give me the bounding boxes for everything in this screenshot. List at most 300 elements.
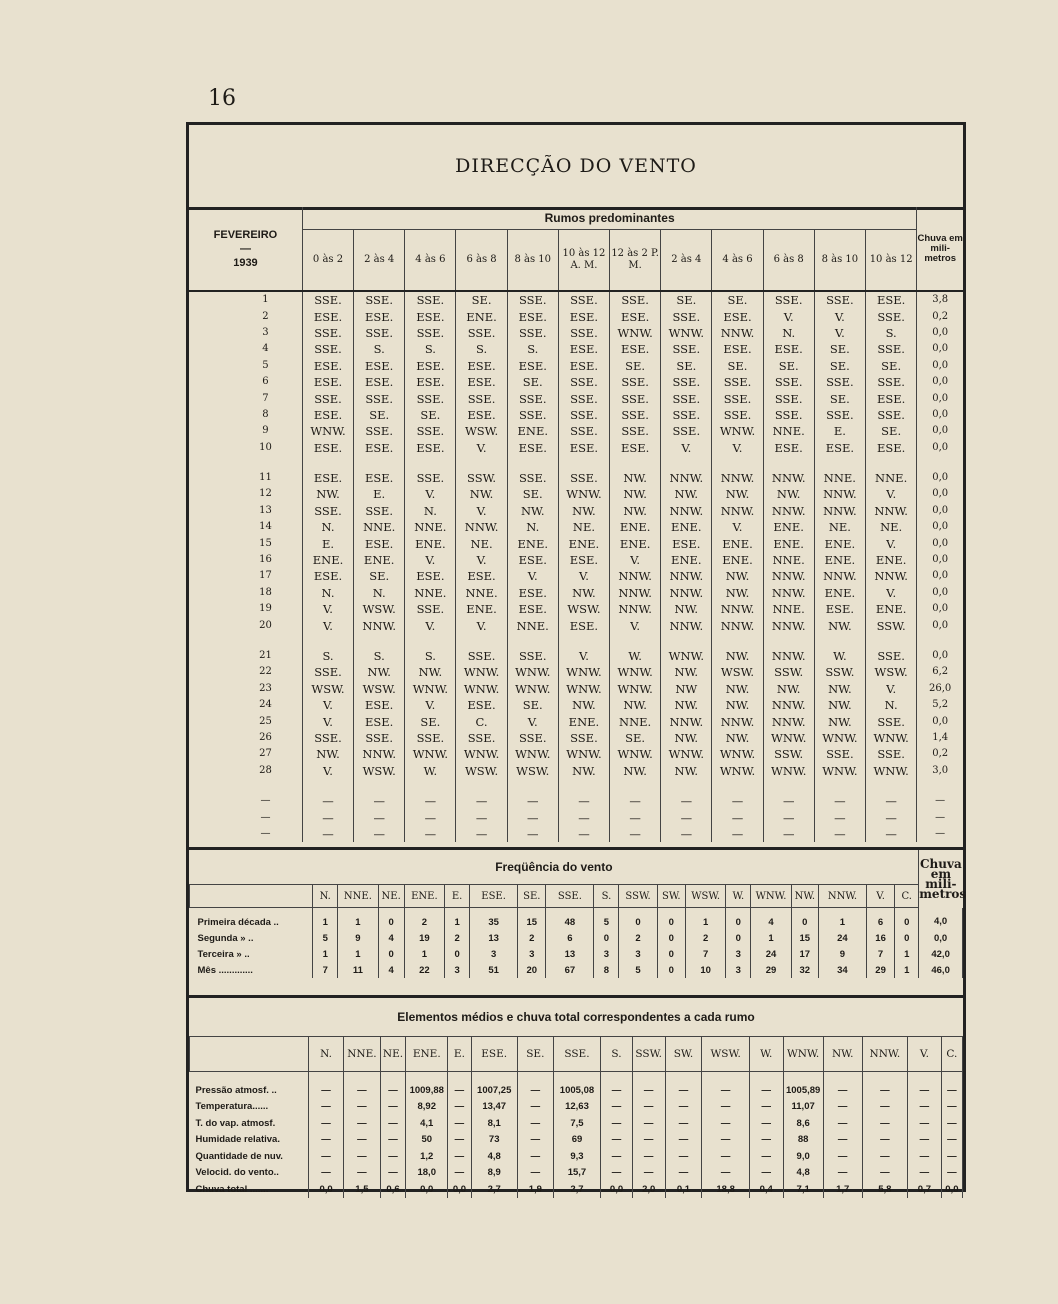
direction-cell: ENE. xyxy=(456,308,507,324)
day-cell: — xyxy=(189,809,302,825)
direction-cell: SSE. xyxy=(302,325,353,341)
direction-cell: WNW. xyxy=(712,763,763,779)
frequency-cell: 1 xyxy=(313,946,338,962)
direction-cell: WSW. xyxy=(456,423,507,439)
direction-cell: NW. xyxy=(661,697,712,713)
direction-cell: WNW. xyxy=(558,681,609,697)
day-cell: 23 xyxy=(189,681,302,697)
day-cell: 11 xyxy=(189,470,302,486)
direction-cell: SSE. xyxy=(661,374,712,390)
direction-cell: ESE. xyxy=(558,440,609,456)
direction-cell: ESE. xyxy=(610,308,661,324)
element-cell: — xyxy=(749,1165,783,1182)
frequency-cell: 1 xyxy=(895,946,919,962)
frequency-cell: 0 xyxy=(594,930,619,946)
direction-cell: SSE. xyxy=(507,648,558,664)
direction-cell: V. xyxy=(865,681,916,697)
direction-cell: NNW. xyxy=(763,697,814,713)
element-cell: — xyxy=(517,1115,553,1132)
element-cell: — xyxy=(823,1132,862,1149)
element-cell: — xyxy=(862,1148,907,1165)
direction-cell: ESE. xyxy=(610,341,661,357)
direction-cell: ESE. xyxy=(507,308,558,324)
direction-cell: SSE. xyxy=(405,470,456,486)
rumos-header: Rumos predominantes xyxy=(544,211,675,225)
element-cell: — xyxy=(823,1072,862,1099)
element-cell: — xyxy=(632,1072,665,1099)
direction-cell: NE. xyxy=(814,519,865,535)
direction-cell: NW. xyxy=(712,697,763,713)
direction-cell: NW. xyxy=(405,664,456,680)
direction-cell: ESE. xyxy=(456,697,507,713)
direction-cell: N. xyxy=(865,697,916,713)
element-cell: — xyxy=(908,1132,942,1149)
direction-cell: SSE. xyxy=(865,308,916,324)
direction-cell: S. xyxy=(302,648,353,664)
rain-cell: 0,0 xyxy=(932,441,949,453)
direction-cell: — xyxy=(302,826,353,842)
element-cell: — xyxy=(517,1165,553,1182)
frequency-cell: 2 xyxy=(685,930,725,946)
direction-cell: — xyxy=(763,809,814,825)
element-cell: 1005,08 xyxy=(553,1072,600,1099)
month-label: FEVEREIRO xyxy=(213,228,278,241)
direction-cell: V. xyxy=(302,697,353,713)
direction-cell: — xyxy=(661,826,712,842)
direction-cell: — xyxy=(354,793,405,809)
rain-cell: 0,0 xyxy=(932,425,949,437)
direction-cell: ESE. xyxy=(302,440,353,456)
direction-cell: NNW. xyxy=(814,486,865,502)
rain-cell: 0,2 xyxy=(932,310,949,322)
direction-header: SSW. xyxy=(632,1037,665,1072)
direction-cell: NNW. xyxy=(661,617,712,633)
direction-header: ENE. xyxy=(406,1037,448,1072)
direction-cell: SE. xyxy=(507,486,558,502)
direction-cell: SSE. xyxy=(865,713,916,729)
element-cell: — xyxy=(665,1099,702,1116)
direction-cell: NE. xyxy=(865,519,916,535)
direction-cell: SSE. xyxy=(456,648,507,664)
element-cell: — xyxy=(601,1115,633,1132)
element-cell: — xyxy=(702,1148,749,1165)
direction-cell: SSE. xyxy=(558,325,609,341)
direction-cell: WSW. xyxy=(354,763,405,779)
row-label: T. do vap. atmosf. xyxy=(190,1115,309,1132)
element-cell: — xyxy=(749,1099,783,1116)
direction-cell: NNW. xyxy=(712,325,763,341)
element-cell: — xyxy=(823,1148,862,1165)
frequency-cell: 6 xyxy=(546,930,594,946)
frequency-cell: 24 xyxy=(751,946,791,962)
direction-cell: NE. xyxy=(558,519,609,535)
direction-cell: NW. xyxy=(661,601,712,617)
element-cell: — xyxy=(309,1115,344,1132)
element-cell: — xyxy=(309,1099,344,1116)
direction-header: N. xyxy=(309,1037,344,1072)
table-row xyxy=(189,535,963,551)
element-cell: — xyxy=(448,1072,471,1099)
table-row xyxy=(189,390,963,406)
table-row xyxy=(189,809,963,825)
element-cell: 69 xyxy=(553,1132,600,1149)
period-header: 4 às 6 xyxy=(712,230,763,292)
direction-cell: E. xyxy=(814,423,865,439)
direction-cell: WNW. xyxy=(712,423,763,439)
element-cell: — xyxy=(380,1115,405,1132)
direction-cell: NNW. xyxy=(661,503,712,519)
frequency-cell: 15 xyxy=(518,908,546,931)
element-cell: — xyxy=(702,1099,749,1116)
element-cell: — xyxy=(517,1132,553,1149)
element-cell: 5,8 xyxy=(862,1181,907,1198)
direction-cell: V. xyxy=(456,440,507,456)
direction-cell: SSE. xyxy=(302,390,353,406)
direction-cell: ESE. xyxy=(865,390,916,406)
element-cell: 0,6 xyxy=(380,1181,405,1198)
element-cell: — xyxy=(702,1132,749,1149)
direction-cell: NNE. xyxy=(354,519,405,535)
direction-cell: WNW. xyxy=(610,681,661,697)
direction-cell: SSE. xyxy=(507,407,558,423)
table-row xyxy=(189,503,963,519)
direction-cell: V. xyxy=(507,568,558,584)
direction-cell: — xyxy=(865,826,916,842)
day-cell: 18 xyxy=(189,585,302,601)
direction-cell: S. xyxy=(354,648,405,664)
direction-header: C. xyxy=(895,885,919,908)
direction-cell: NW. xyxy=(763,681,814,697)
direction-header: SE. xyxy=(518,885,546,908)
direction-cell: NW. xyxy=(558,697,609,713)
frequency-cell: 5 xyxy=(594,908,619,931)
direction-cell: SSE. xyxy=(661,341,712,357)
direction-cell: SSE. xyxy=(456,390,507,406)
direction-cell: ENE. xyxy=(558,535,609,551)
direction-cell: ESE. xyxy=(558,341,609,357)
year-label: 1939 xyxy=(233,256,258,269)
direction-cell: SSE. xyxy=(405,601,456,617)
direction-cell: SSE. xyxy=(456,325,507,341)
element-cell: — xyxy=(632,1115,665,1132)
element-cell: 0,0 xyxy=(601,1181,633,1198)
spacer-row xyxy=(189,634,963,648)
direction-header: SE. xyxy=(517,1037,553,1072)
direction-cell: ENE. xyxy=(610,535,661,551)
table-row xyxy=(189,552,963,568)
table-row xyxy=(189,407,963,423)
day-cell: 1 xyxy=(189,291,302,308)
direction-cell: SSE. xyxy=(507,291,558,308)
frequency-cell: 8 xyxy=(594,962,619,978)
direction-cell: ENE. xyxy=(302,552,353,568)
frequency-cell: 48 xyxy=(546,908,594,931)
direction-cell: ESE. xyxy=(763,341,814,357)
direction-cell: SSE. xyxy=(712,407,763,423)
direction-cell: W. xyxy=(610,648,661,664)
rain-cell: — xyxy=(935,811,946,823)
direction-cell: — xyxy=(456,793,507,809)
day-cell: 27 xyxy=(189,746,302,762)
direction-cell: S. xyxy=(405,341,456,357)
direction-cell: ESE. xyxy=(865,291,916,308)
direction-cell: ENE. xyxy=(507,423,558,439)
rain-cell: 0,0 xyxy=(932,472,949,484)
direction-cell: SE. xyxy=(507,374,558,390)
frequency-cell: 4 xyxy=(378,962,404,978)
table-row xyxy=(189,325,963,341)
direction-cell: V. xyxy=(456,617,507,633)
direction-cell: V. xyxy=(302,763,353,779)
direction-cell: ESE. xyxy=(610,440,661,456)
element-cell: — xyxy=(380,1072,405,1099)
direction-cell: NW. xyxy=(661,486,712,502)
direction-header: E. xyxy=(448,1037,471,1072)
direction-cell: SE. xyxy=(865,358,916,374)
direction-cell: NNW. xyxy=(763,470,814,486)
direction-cell: ESE. xyxy=(354,470,405,486)
direction-cell: SSE. xyxy=(507,390,558,406)
direction-cell: SE. xyxy=(507,697,558,713)
element-cell: — xyxy=(517,1148,553,1165)
elements-caption: Elementos médios e chuva total correspondentes a cada rumo xyxy=(397,1010,755,1024)
direction-header: NNW. xyxy=(862,1037,907,1072)
direction-cell: V. xyxy=(456,552,507,568)
element-cell: 88 xyxy=(783,1132,823,1149)
direction-cell: SE. xyxy=(405,407,456,423)
period-header: 4 às 6 xyxy=(405,230,456,292)
element-cell: 7,1 xyxy=(783,1181,823,1198)
direction-cell: V. xyxy=(405,552,456,568)
day-cell: 2 xyxy=(189,308,302,324)
direction-cell: WNW. xyxy=(610,664,661,680)
day-cell: 22 xyxy=(189,664,302,680)
direction-cell: ESE. xyxy=(661,535,712,551)
direction-cell: NNE. xyxy=(456,585,507,601)
direction-cell: WNW. xyxy=(865,763,916,779)
rain-cell: 0,0 xyxy=(932,619,949,631)
direction-cell: ESE. xyxy=(558,552,609,568)
day-cell: 14 xyxy=(189,519,302,535)
direction-header: V. xyxy=(908,1037,942,1072)
direction-cell: SE. xyxy=(610,730,661,746)
elements-section xyxy=(189,995,963,1198)
direction-cell: SSE. xyxy=(865,746,916,762)
direction-cell: SE. xyxy=(354,568,405,584)
direction-cell: — xyxy=(610,826,661,842)
table-row xyxy=(189,601,963,617)
table-row xyxy=(189,440,963,456)
direction-cell: ESE. xyxy=(507,358,558,374)
direction-cell: V. xyxy=(558,568,609,584)
element-cell: — xyxy=(749,1132,783,1149)
spacer-row xyxy=(189,779,963,793)
frequency-cell: 0 xyxy=(726,930,751,946)
direction-cell: — xyxy=(456,826,507,842)
table-row xyxy=(189,697,963,713)
element-cell: — xyxy=(908,1099,942,1116)
direction-cell: SSE. xyxy=(661,308,712,324)
element-cell: — xyxy=(862,1165,907,1182)
direction-cell: SSE. xyxy=(865,374,916,390)
direction-cell: NNW. xyxy=(456,519,507,535)
direction-cell: V. xyxy=(661,440,712,456)
direction-cell: SSE. xyxy=(558,374,609,390)
direction-header: NE. xyxy=(378,885,404,908)
frequency-cell: 3 xyxy=(726,946,751,962)
direction-cell: NNW. xyxy=(712,601,763,617)
direction-cell: ESE. xyxy=(456,358,507,374)
direction-cell: ENE. xyxy=(712,535,763,551)
element-cell: — xyxy=(702,1165,749,1182)
rain-cell: 0,0 xyxy=(919,930,963,946)
direction-cell: ESE. xyxy=(405,568,456,584)
element-cell: 0,7 xyxy=(908,1181,942,1198)
frequency-cell: 32 xyxy=(791,962,818,978)
table-row xyxy=(189,470,963,486)
direction-cell: NNE. xyxy=(814,470,865,486)
table-row xyxy=(189,585,963,601)
direction-cell: NW. xyxy=(558,503,609,519)
day-cell: 17 xyxy=(189,568,302,584)
direction-cell: WSW. xyxy=(302,681,353,697)
direction-cell: ESE. xyxy=(302,374,353,390)
element-cell: — xyxy=(665,1165,702,1182)
row-label: Primeira década .. xyxy=(190,908,313,931)
rain-cell: 0,0 xyxy=(932,521,949,533)
direction-header: NW. xyxy=(823,1037,862,1072)
direction-cell: N. xyxy=(507,519,558,535)
direction-cell: ESE. xyxy=(354,440,405,456)
frequency-cell: 0 xyxy=(895,930,919,946)
rain-cell: 26,0 xyxy=(929,682,952,694)
day-cell: 6 xyxy=(189,374,302,390)
direction-header: SW. xyxy=(665,1037,702,1072)
direction-cell: NNE. xyxy=(405,519,456,535)
element-cell: — xyxy=(665,1115,702,1132)
element-cell: 73 xyxy=(471,1132,517,1149)
direction-cell: ESE. xyxy=(354,697,405,713)
element-cell: — xyxy=(448,1132,471,1149)
direction-cell: NNW. xyxy=(763,713,814,729)
direction-cell: NW. xyxy=(712,648,763,664)
table-row xyxy=(190,1099,963,1116)
direction-cell: ESE. xyxy=(814,601,865,617)
direction-cell: NNW. xyxy=(865,503,916,519)
direction-cell: SSW. xyxy=(456,470,507,486)
element-cell: — xyxy=(941,1072,962,1099)
direction-header: NNE. xyxy=(338,885,378,908)
direction-cell: SE. xyxy=(456,291,507,308)
direction-cell: WNW. xyxy=(661,746,712,762)
element-cell: 8,92 xyxy=(406,1099,448,1116)
element-cell: — xyxy=(601,1148,633,1165)
element-cell: 11,07 xyxy=(783,1099,823,1116)
direction-cell: NNW. xyxy=(354,617,405,633)
table-row xyxy=(190,1148,963,1165)
direction-cell: SE. xyxy=(661,291,712,308)
element-cell: — xyxy=(941,1115,962,1132)
direction-cell: SSE. xyxy=(507,730,558,746)
element-cell: — xyxy=(601,1072,633,1099)
element-cell: — xyxy=(632,1099,665,1116)
direction-cell: N. xyxy=(763,325,814,341)
direction-cell: ESE. xyxy=(302,407,353,423)
element-cell: — xyxy=(665,1148,702,1165)
frequency-cell: 9 xyxy=(338,930,378,946)
direction-cell: V. xyxy=(865,486,916,502)
element-cell: 8,9 xyxy=(471,1165,517,1182)
element-cell: 9,3 xyxy=(553,1148,600,1165)
period-header: 2 às 4 xyxy=(354,230,405,292)
direction-cell: SSE. xyxy=(558,390,609,406)
direction-cell: — xyxy=(865,793,916,809)
frequency-cell: 9 xyxy=(818,946,866,962)
direction-cell: ESE. xyxy=(456,374,507,390)
blank-header xyxy=(190,885,313,908)
rain-cell: 42,0 xyxy=(919,946,963,962)
direction-cell: ESE. xyxy=(814,440,865,456)
rain-cell: 46,0 xyxy=(919,962,963,978)
direction-cell: SSE. xyxy=(354,503,405,519)
direction-cell: ESE. xyxy=(507,601,558,617)
element-cell: — xyxy=(448,1099,471,1116)
direction-cell: NNW. xyxy=(763,617,814,633)
direction-cell: SSE. xyxy=(763,374,814,390)
direction-header: SW. xyxy=(657,885,685,908)
direction-cell: SSE. xyxy=(405,325,456,341)
frequency-cell: 2 xyxy=(619,930,657,946)
element-cell: — xyxy=(601,1132,633,1149)
table-row xyxy=(189,374,963,390)
frequency-cell: 2 xyxy=(404,908,444,931)
element-cell: — xyxy=(749,1115,783,1132)
direction-cell: WNW. xyxy=(558,746,609,762)
frequency-cell: 3 xyxy=(619,946,657,962)
element-cell: — xyxy=(941,1132,962,1149)
direction-cell: S. xyxy=(405,648,456,664)
element-cell: 0,4 xyxy=(749,1181,783,1198)
day-cell: 12 xyxy=(189,486,302,502)
direction-cell: SSE. xyxy=(814,374,865,390)
direction-cell: — xyxy=(610,809,661,825)
frequency-cell: 7 xyxy=(685,946,725,962)
direction-cell: NNE. xyxy=(865,470,916,486)
direction-cell: NNW. xyxy=(661,470,712,486)
element-cell: — xyxy=(823,1115,862,1132)
direction-cell: WNW. xyxy=(610,325,661,341)
direction-cell: NNW. xyxy=(354,746,405,762)
direction-cell: WNW. xyxy=(712,746,763,762)
direction-cell: — xyxy=(661,809,712,825)
table-row xyxy=(189,713,963,729)
direction-header: WSW. xyxy=(685,885,725,908)
rain-cell: 3,8 xyxy=(932,294,949,306)
direction-cell: SSE. xyxy=(763,407,814,423)
element-cell: 15,7 xyxy=(553,1165,600,1182)
direction-cell: WSW. xyxy=(456,763,507,779)
direction-cell: WSW. xyxy=(712,664,763,680)
direction-cell: V. xyxy=(712,440,763,456)
element-cell: — xyxy=(380,1099,405,1116)
direction-cell: SE. xyxy=(712,291,763,308)
direction-cell: NNW. xyxy=(763,585,814,601)
direction-cell: ESE. xyxy=(302,308,353,324)
direction-cell: NW. xyxy=(814,617,865,633)
day-cell: 15 xyxy=(189,535,302,551)
direction-cell: V. xyxy=(302,617,353,633)
element-cell: — xyxy=(941,1148,962,1165)
